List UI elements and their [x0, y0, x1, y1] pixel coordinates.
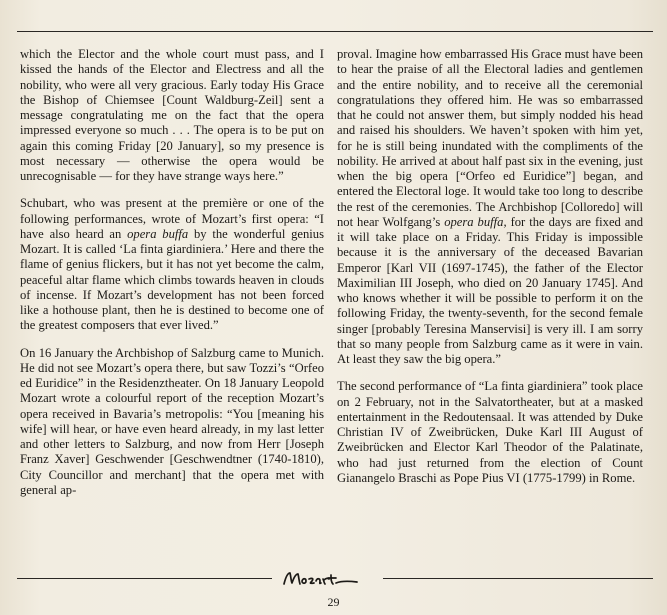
left-paragraph-1: which the Elector and the whole court must pass, and I kissed the hands of the Elector and Electress and all the nobility, who were all very gracious. Early today His Grace the Bishop of Chiemsee [Count Waldburg-Zeil] sent a message congratulating me on the fact that the opera impressed everyone so much . . . The opera is to be put on again this coming Friday [20 January], so my presence is most necessary — otherwise the opera would be unrecognisable — for they have strange ways here.”	[20, 47, 324, 183]
page-number: 29	[327, 595, 340, 609]
mozart-signature-logo	[281, 567, 371, 589]
left-paragraph-3: On 16 January the Archbishop of Salzburg came to Munich. He did not see Mozart’s opera there, but saw Tozzi’s “Orfeo ed Euridice” in the Residenztheater. On 18 January Leopold Mozart wrote a colourful report of the reception Mozart’s opera received in Bavaria’s metropolis: “You [meaning his wife] will hear, or have even heard already, in my last letter and other letters to Salzburg, and now from Herr [Joseph Franz Xaver] Geschwender [Geschwendtner (1740-1810), City Councillor and merchant] that the opera met with general ap-	[20, 345, 324, 497]
left-paragraph-2-text-b: by the wonderful genius Mozart. It is called ‘La finta giardiniera.’ Here and there the flame of genius flickers, but it has not yet become the calm, peaceful altar flame which climbs towards heaven in clouds of incense. If Mozart’s development has not been forced like a hothouse plant, then he is destined to become one of the greatest composers that ever lived.”	[20, 226, 324, 333]
right-column	[337, 47, 643, 486]
right-paragraph-1-text-a: proval. Imagine how embarrassed His Grace must have been to hear the praise of all the Electoral ladies and gentlemen and the entire nobility, and to receive all the ceremonial congratulations they offered him. He was so embarrassed that he could not answer them, but simply nodded his head and raised his shoulders. We haven’t spoken with him yet, for he is still being inundated with the compliments of the nobility. He arrived at about half past six in the evening, just when the big opera [“Orfeo ed Euridice”] began, and entered the Electoral loge. It would take too long to describe the rest of the ceremonies. The Archbishop [Colloredo] will not hear Wolfgang’s	[337, 47, 643, 229]
left-paragraph-2-text-a: Schubart, who was present at the première or one of the following performances, wrote of Mozart’s first opera: “I have also heard an	[20, 196, 324, 241]
top-rule	[17, 31, 653, 32]
left-column	[20, 47, 324, 498]
left-paragraph-2	[20, 196, 324, 333]
right-paragraph-2: The second performance of “La finta giardiniera” took place on 2 February, not in the Salvatortheater, but at a masked entertainment in the Redoutensaal. It was attended by Duke Christian IV of Zweibrücken, Duke Karl III August of Zweibrücken and Elector Karl Theodor of the Palatinate, who had just returned from the election of Count Gianangelo Braschi as Pope Pius VI (1775-1799) in Rome.	[337, 379, 643, 485]
right-paragraph-1-text-b: for the days are fixed and it will take place on a Friday. This Friday is impossible because it is the anniversary of the deceased Bavarian Emperor [Karl VII (1697-1745), the father of the Elector Maximilian III Joseph, who died on 20 January 1745]. And who knows whether it will be possible to perform it on the following Friday, the twenty-seventh, for the second female singer [probably Teresina Manservisi] is very ill. I am sorry that so many people from Salzburg came as it were in vain. At least they saw the big opera.”	[337, 214, 643, 366]
bottom-rule-right	[383, 578, 653, 579]
left-paragraph-2-emphasis: opera buffa	[127, 226, 189, 241]
right-paragraph-1-emphasis: opera buffa,	[444, 214, 507, 229]
bottom-rule-left	[17, 578, 272, 579]
right-paragraph-1	[337, 47, 643, 367]
